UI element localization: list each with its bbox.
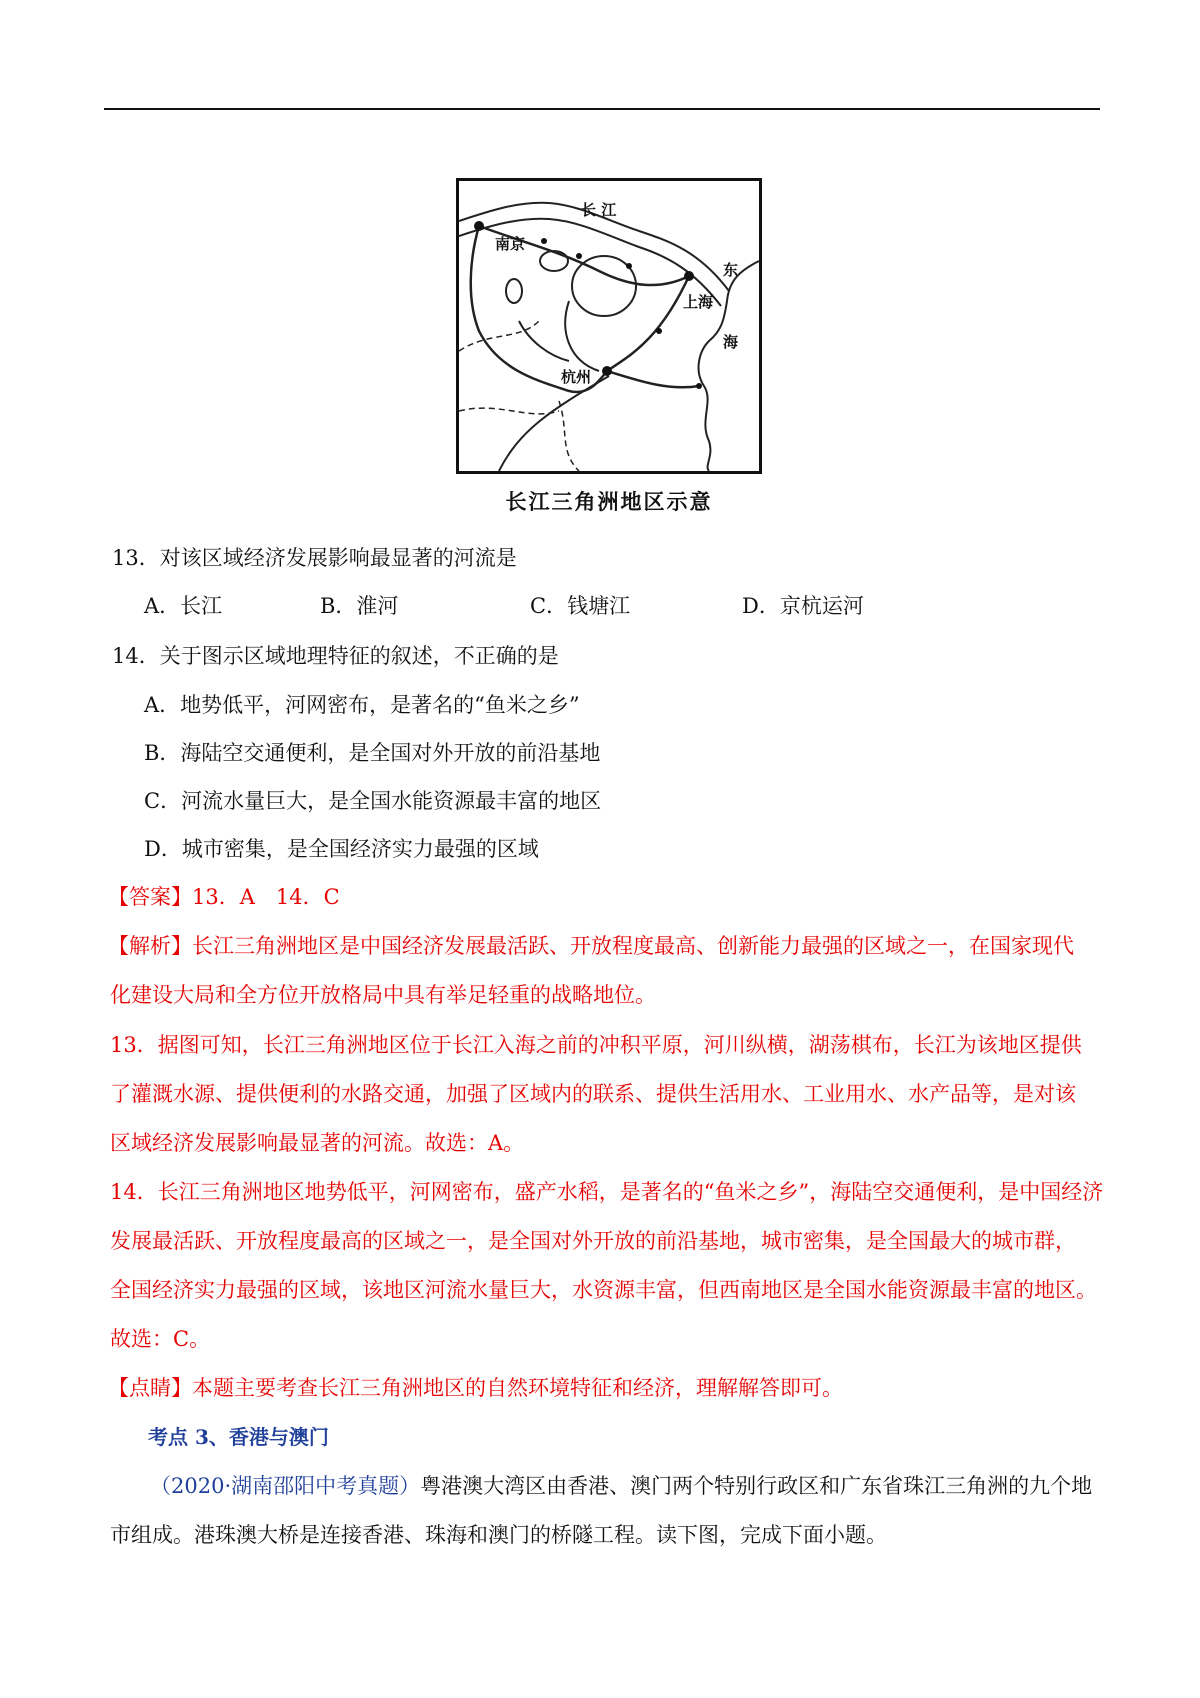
q13-stem: 13．对该区域经济发展影响最显著的河流是 xyxy=(112,546,517,570)
analysis-line-2: 化建设大局和全方位开放格局中具有举足轻重的战略地位。 xyxy=(110,983,656,1007)
intro-line-1 xyxy=(150,1470,1092,1500)
map-label-hai: 海 xyxy=(723,333,739,351)
analysis-line-5: 区域经济发展影响最显著的河流。故选：A。 xyxy=(110,1131,525,1155)
q13-option-c: C．钱塘江 xyxy=(530,594,631,618)
analysis-text-1: 长江三角洲地区是中国经济发展最活跃、开放程度最高、创新能力最强的区域之一，在国家现代 xyxy=(192,934,1074,958)
q14-option-b: B．海陆空交通便利，是全国对外开放的前沿基地 xyxy=(144,741,601,765)
map-frame xyxy=(456,178,762,474)
answer-text: 13．A 14．C xyxy=(192,885,340,909)
yangtze-delta-map-figure xyxy=(446,168,772,514)
comment-tag: 【点睛】 xyxy=(108,1376,192,1400)
map-label-dong: 东 xyxy=(723,261,739,279)
q14-option-c: C．河流水量巨大，是全国水能资源最丰富的地区 xyxy=(144,789,602,813)
answer-tag: 【答案】 xyxy=(108,885,192,909)
comment-line xyxy=(108,1372,843,1402)
map-drawing xyxy=(459,181,759,471)
q13-option-a: A．长江 xyxy=(144,594,223,618)
analysis-line-3: 13．据图可知，长江三角洲地区位于长江入海之前的冲积平原，河川纵横，湖荡棋布，长江为该地区提供 xyxy=(110,1033,1082,1057)
analysis-line-9: 故选：C。 xyxy=(110,1327,211,1351)
answer-line xyxy=(108,881,340,911)
comment-text: 本题主要考查长江三角洲地区的自然环境特征和经济，理解解答即可。 xyxy=(192,1376,843,1400)
map-label-hangzhou: 杭州 xyxy=(561,368,592,386)
q14-option-d: D．城市密集，是全国经济实力最强的区域 xyxy=(144,837,539,861)
intro-line-2: 市组成。港珠澳大桥是连接香港、珠海和澳门的桥隧工程。读下图，完成下面小题。 xyxy=(110,1523,887,1547)
analysis-line-4: 了灌溉水源、提供便利的水路交通，加强了区域内的联系、提供生活用水、工业用水、水产品等，是对该 xyxy=(110,1082,1076,1106)
q14-option-a: A．地势低平，河网密布，是著名的“鱼米之乡” xyxy=(144,693,580,717)
intro-source: （2020·湖南邵阳中考真题） xyxy=(150,1474,421,1498)
analysis-line-6: 14．长江三角洲地区地势低平，河网密布，盛产水稻，是著名的“鱼米之乡”，海陆空交通便利，是中国经济 xyxy=(110,1180,1104,1204)
analysis-line-1 xyxy=(108,930,1074,960)
analysis-line-8: 全国经济实力最强的区域，该地区河流水量巨大，水资源丰富，但西南地区是全国水能资源最丰富的地区。 xyxy=(110,1278,1097,1302)
analysis-tag: 【解析】 xyxy=(108,934,192,958)
q13-option-d: D．京杭运河 xyxy=(742,594,864,618)
section-title: 考点 3、香港与澳门 xyxy=(148,1425,329,1449)
map-caption: 长江三角洲地区示意 xyxy=(505,489,713,514)
analysis-line-7: 发展最活跃、开放程度最高的区域之一，是全国对外开放的前沿基地，城市密集，是全国最大的城市群， xyxy=(110,1229,1076,1253)
q13-option-b: B．淮河 xyxy=(320,594,399,618)
q14-stem: 14．关于图示区域地理特征的叙述，不正确的是 xyxy=(112,644,559,668)
intro-text-1: 粤港澳大湾区由香港、澳门两个特别行政区和广东省珠江三角洲的九个地 xyxy=(420,1474,1093,1498)
map-label-nanjing: 南京 xyxy=(495,235,526,253)
header-rule xyxy=(104,108,1100,110)
map-label-shanghai: 上海 xyxy=(683,293,714,311)
map-label-changjiang: 长 江 xyxy=(581,201,617,219)
